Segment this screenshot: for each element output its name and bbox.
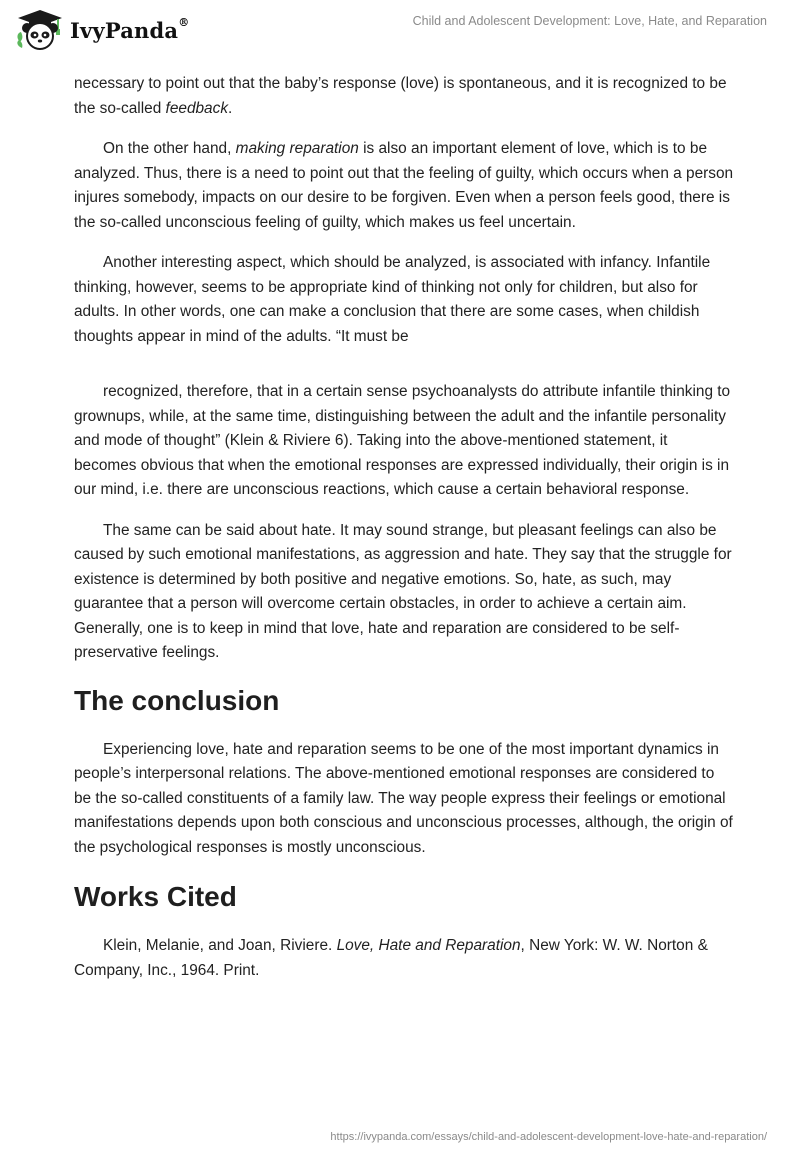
works-cited-heading: Works Cited: [74, 881, 237, 912]
panda-graduate-icon: [14, 8, 66, 52]
paragraph: The same can be said about hate. It may sound strange, but pleasant feelings can also be caused by such emotional manifestations, as aggression and hate. They say that the struggle for existence is determined by both positive and negative emotions. So, hate, as such, may guarantee that a person will overcome certain obstacles, in order to achieve a certain aim. Generally, one is to keep in mind that love, hate and reparation are considered to be self-preservative feelings.: [74, 521, 732, 661]
essay-body: [74, 72, 734, 983]
document-title: Child and Adolescent Development: Love, Hate, and Reparation: [412, 14, 767, 28]
conclusion-heading: The conclusion: [74, 684, 280, 716]
ivypanda-logo[interactable]: [14, 8, 189, 52]
brand-name: IvyPanda®: [70, 15, 190, 43]
paragraph: recognized, therefore, that in a certain sense psychoanalysts do attribute infantile thinking to grownups, while, at the same time, distinguishing between the adult and the infantile personality and mode of thought” (Klein & Riviere 6). Taking into the above-mentioned statement, it becomes obvious that when the emotional responses are expressed individually, their origin is in our mind, i.e. there are unconscious reactions, which cause a certain behavioral response.: [74, 383, 731, 498]
paragraph: On the other hand, making reparation is also an important element of love, which is to be analyzed. Thus, there is a need to point out that the feeling of guilty, which occurs when a person injures somebody, impacts on our desire to be forgiven. Even when a person feels good, there is the so-called unconscious feeling of guilty, which makes us feel uncertain.: [74, 140, 734, 231]
paragraph: Experiencing love, hate and reparation seems to be one of the most important dynamics in people’s interpersonal relations. The above-mentioned emotional responses are considered to be the so-called constituents of a family law. The way people express their feelings or emotional manifestations depends upon both conscious and unconscious processes, although, the origin of the psychological responses is mostly unconscious.: [74, 740, 733, 856]
paragraph: Another interesting aspect, which should be analyzed, is associated with infancy. Infantile thinking, however, seems to be appropriate kind of thinking not only for children, but also for adults. In other words, one can make a conclusion that there are some cases, when childish thoughts appear in mind of the adults. “It must be: [74, 254, 711, 345]
source-url[interactable]: https://ivypanda.com/essays/child-and-adolescent-development-love-hate-and-reparation/: [330, 1131, 767, 1143]
citation: Klein, Melanie, and Joan, Riviere. Love, Hate and Reparation, New York: W. W. Norton & Company, Inc., 1964. Print.: [74, 937, 708, 979]
page-header: [0, 0, 800, 60]
paragraph: necessary to point out that the baby’s response (love) is spontaneous, and it is recognized to be the so-called feedback.: [74, 75, 727, 117]
